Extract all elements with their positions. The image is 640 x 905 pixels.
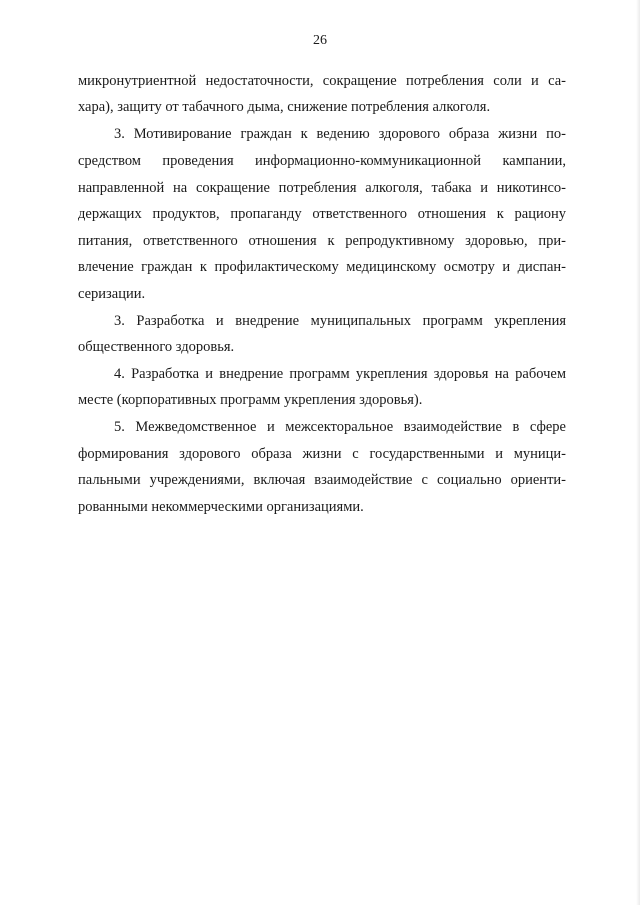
text-line: общественного здоровья. [78, 339, 235, 355]
text-line: влечение граждан к профилактическому медицинскому осмотру и диспан- [78, 259, 566, 275]
text-line: 4. Разработка и внедрение программ укрепления здоровья на рабочем [114, 366, 566, 382]
text-line: питания, ответственного отношения к репродуктивному здоровью, при- [78, 233, 566, 249]
text-line: 5. Межведомственное и межсекторальное взаимодействие в сфере [114, 419, 566, 435]
text-line: формирования здорового образа жизни с государственными и муници- [78, 446, 566, 462]
text-line: микронутриентной недостаточности, сокращение потребления соли и са- [78, 73, 566, 89]
page-edge-shadow [636, 0, 640, 905]
text-line: хара), защиту от табачного дыма, снижение потребления алкоголя. [78, 99, 491, 115]
text-line: держащих продуктов, пропаганду ответственного отношения к рациону [78, 206, 566, 222]
text-line: 3. Разработка и внедрение муниципальных программ укрепления [114, 313, 566, 329]
text-line: средством проведения информационно-коммуникационной кампании, [78, 153, 566, 169]
text-line: направленной на сокращение потребления алкоголя, табака и никотинсо- [78, 180, 566, 196]
page-number: 26 [313, 33, 327, 48]
text-line: месте (корпоративных программ укрепления здоровья). [78, 392, 423, 408]
text-line: рованными некоммерческими организациями. [78, 499, 364, 515]
text-line: 3. Мотивирование граждан к ведению здорового образа жизни по- [114, 126, 566, 142]
text-line: пальными учреждениями, включая взаимодействие с социально ориенти- [78, 472, 566, 488]
text-line: серизации. [78, 286, 146, 302]
